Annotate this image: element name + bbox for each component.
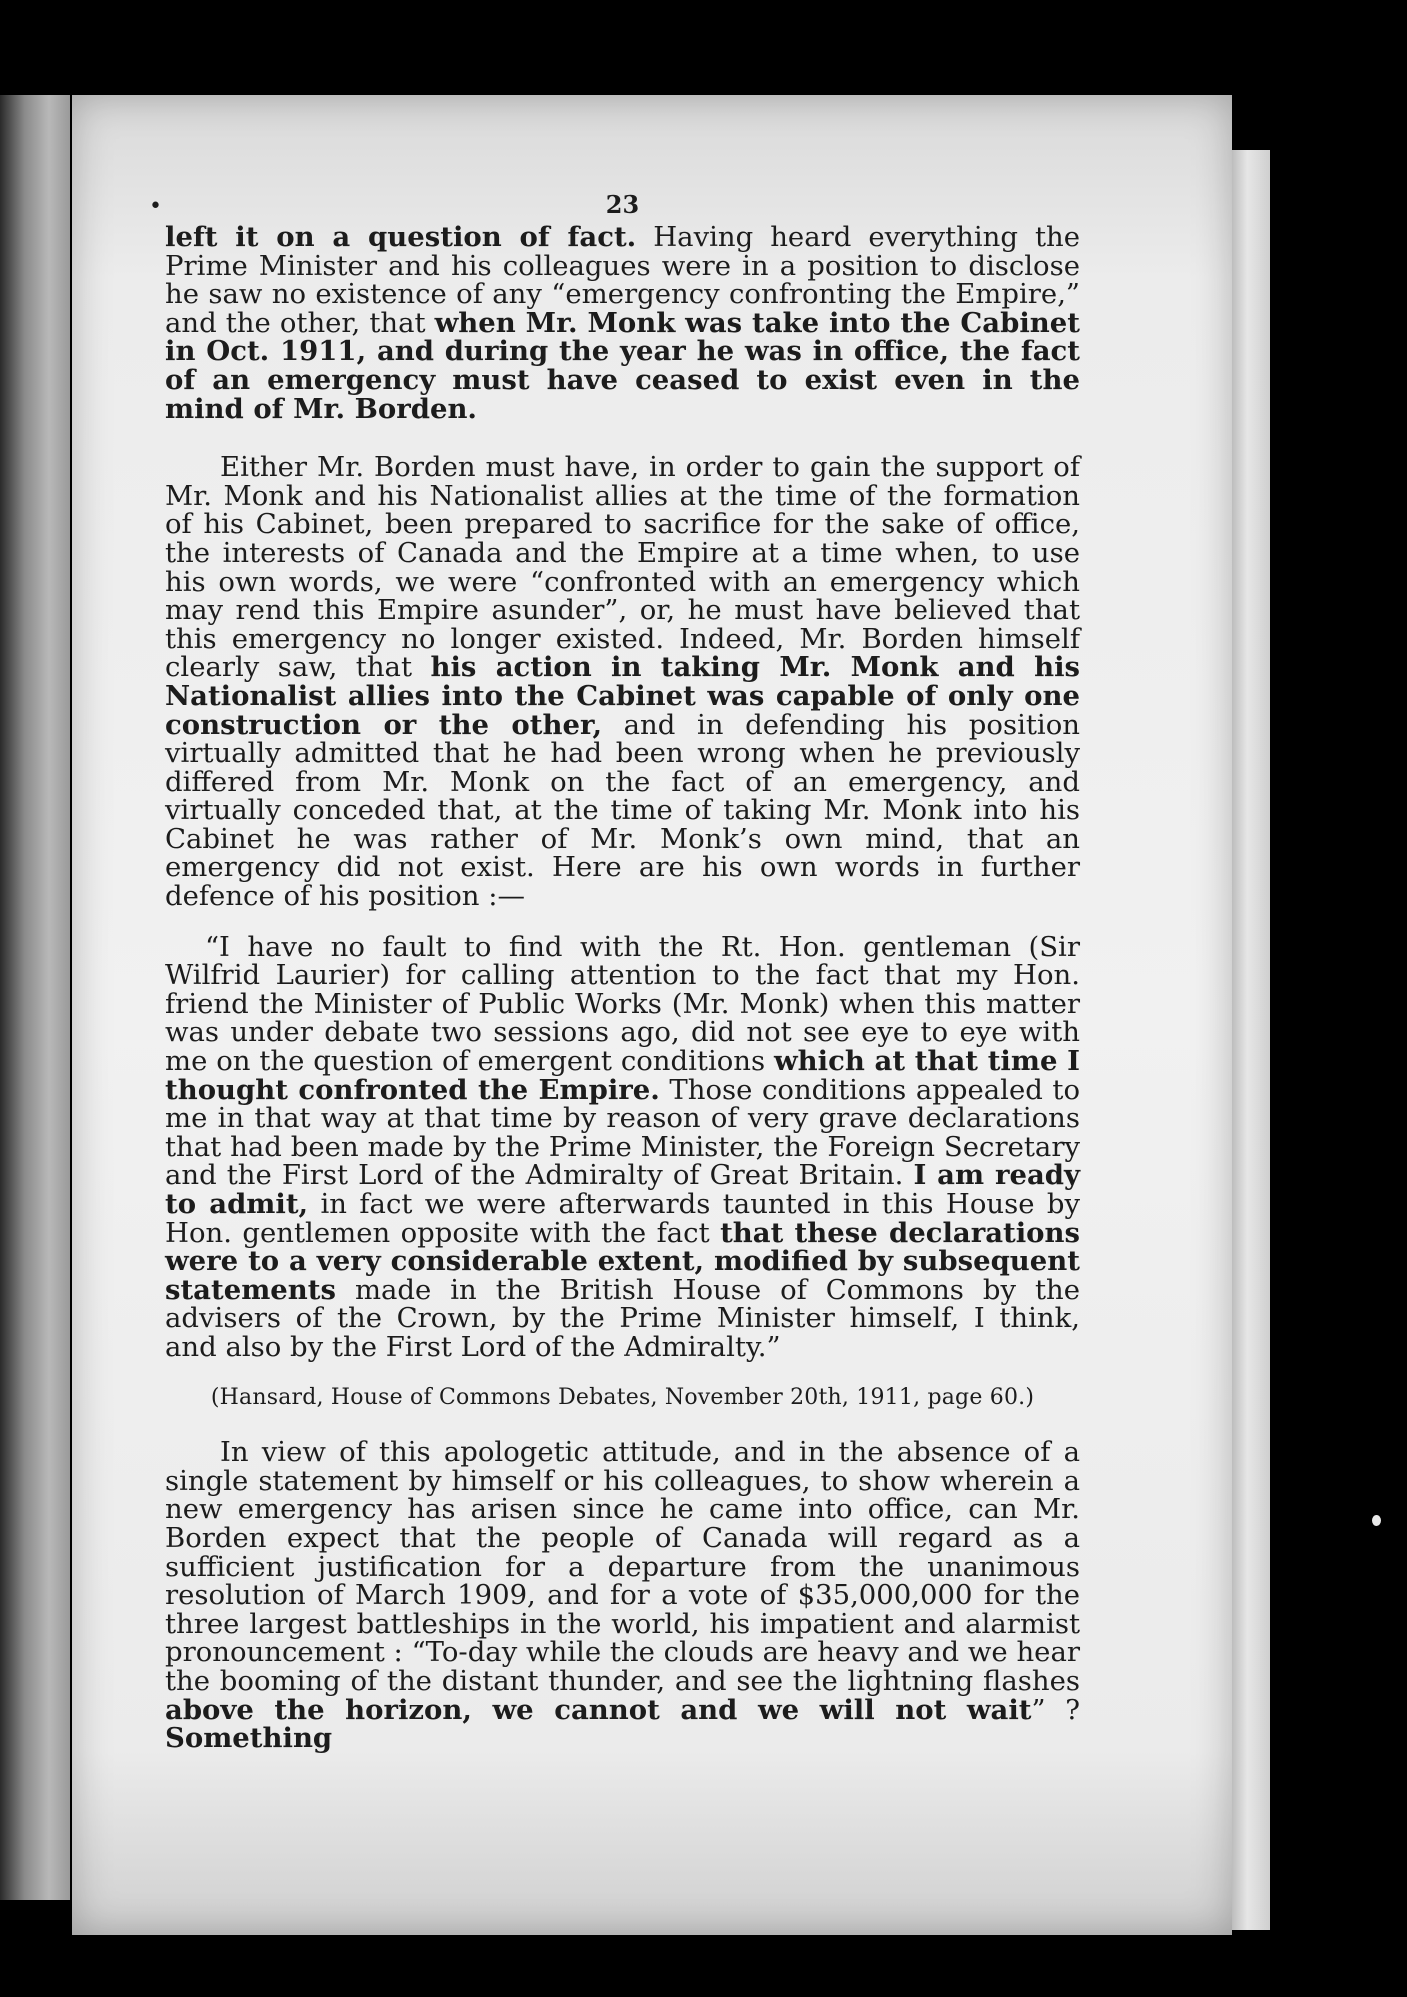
paragraph-3-punct: ” ? xyxy=(1031,1693,1080,1726)
scan-speck xyxy=(1372,1515,1381,1526)
quotation-bold-2: I am ready to admit, xyxy=(165,1159,1080,1220)
margin-bullet: • xyxy=(149,194,162,219)
paragraph-1 xyxy=(165,223,1080,423)
paragraph-1-text: Having heard everything the Prime Minister and his colleagues were in a position to disclose he saw no existence of any “emergency confronting the Empire,” and the other, that xyxy=(165,221,1080,339)
page-text xyxy=(149,190,1081,1755)
paragraph-3 xyxy=(165,1438,1080,1753)
paragraph-2-text-end: and in defending his position virtually admitted that he had been wrong when he previously differed from Mr. Monk on the fact of an emergency, and virtually conceded that, at the time of taking Mr. Monk into his Cabinet he was rather of Mr. Monk’s own mind, that an emergency did not exist. Here are his own words in further defence of his position :— xyxy=(165,708,1080,913)
page-number: 23 xyxy=(605,190,640,219)
quotation-text-2: Those conditions appealed to me in that way at that time by reason of very grave declarations that had been made by the Prime Minister, the Foreign Secretary and the First Lord of the Admiralty of Great Britain. xyxy=(165,1073,1081,1192)
quotation-text-1: “I have no fault to find with the Rt. Hon. gentleman (Sir Wilfrid Laurier) for calling attention to the fact that my Hon. friend the Minister of Public Works (Mr. Monk) when this matter was under debate two sessions ago, did not see eye to eye with me on the question of emergent conditions xyxy=(165,930,1080,1078)
paragraph-1-bold-start: left it on a question of fact. xyxy=(165,221,637,253)
adjacent-page-edge xyxy=(0,95,70,1900)
quotation-bold-1: which at that time I thought confronted the Empire. xyxy=(165,1045,1081,1106)
paragraph-2 xyxy=(165,453,1080,911)
quotation xyxy=(165,930,1081,1363)
quotation-bold-3: that these declarations were to a very considerable extent, modified by subsequent statements xyxy=(165,1216,1080,1306)
paragraph-3-catchword: Something xyxy=(165,1722,333,1755)
paragraph-3-bold: above the horizon, we cannot and we will not wait xyxy=(165,1693,1032,1726)
quotation-text-4: made in the British House of Commons by the advisers of the Crown, by the Prime Minister himself, I think, and also by the First Lord of the Admiralty.” xyxy=(165,1273,1080,1363)
page-right-edge xyxy=(1232,150,1270,1930)
paragraph-1-bold-end: when Mr. Monk was take into the Cabinet in Oct. 1911, and during the year he was in office, the fact of an emergency must have ceased to exist even in the mind of Mr. Borden. xyxy=(165,306,1080,425)
paragraph-2-text-start: Either Mr. Borden must have, in order to gain the support of Mr. Monk and his Nationalist allies at the time of the formation of his Cabinet, been prepared to sacrifice for the sake of office, the interests of Canada and the Empire at a time when, to use his own words, we were “confronted with an emergency which may rend this Empire asunder”, or, he must have believed that this emergency no longer existed. Indeed, Mr. Borden himself clearly saw, that xyxy=(165,451,1080,684)
hansard-citation: (Hansard, House of Commons Debates, November 20th, 1911, page 60.) xyxy=(210,1384,1035,1410)
paragraph-2-bold: his action in taking Mr. Monk and his Nationalist allies into the Cabinet was capable of only one construction or the other, xyxy=(165,651,1080,741)
quotation-text-3: in fact we were afterwards taunted in this House by Hon. gentlemen opposite with the fact xyxy=(165,1188,1080,1249)
paragraph-3-text: In view of this apologetic attitude, and in the absence of a single statement by himself or his colleagues, to show wherein a new emergency has arisen since he came into office, can Mr. Borden expect that the people of Canada will regard as a sufficient justification for a departure from the unanimous resolution of March 1909, and for a vote of $35,000,000 for the three largest battleships in the world, his impatient and alarmist pronouncement : “To-day while the clouds are heavy and we hear the booming of the distant thunder, and see the lightning flashes xyxy=(165,1436,1080,1697)
